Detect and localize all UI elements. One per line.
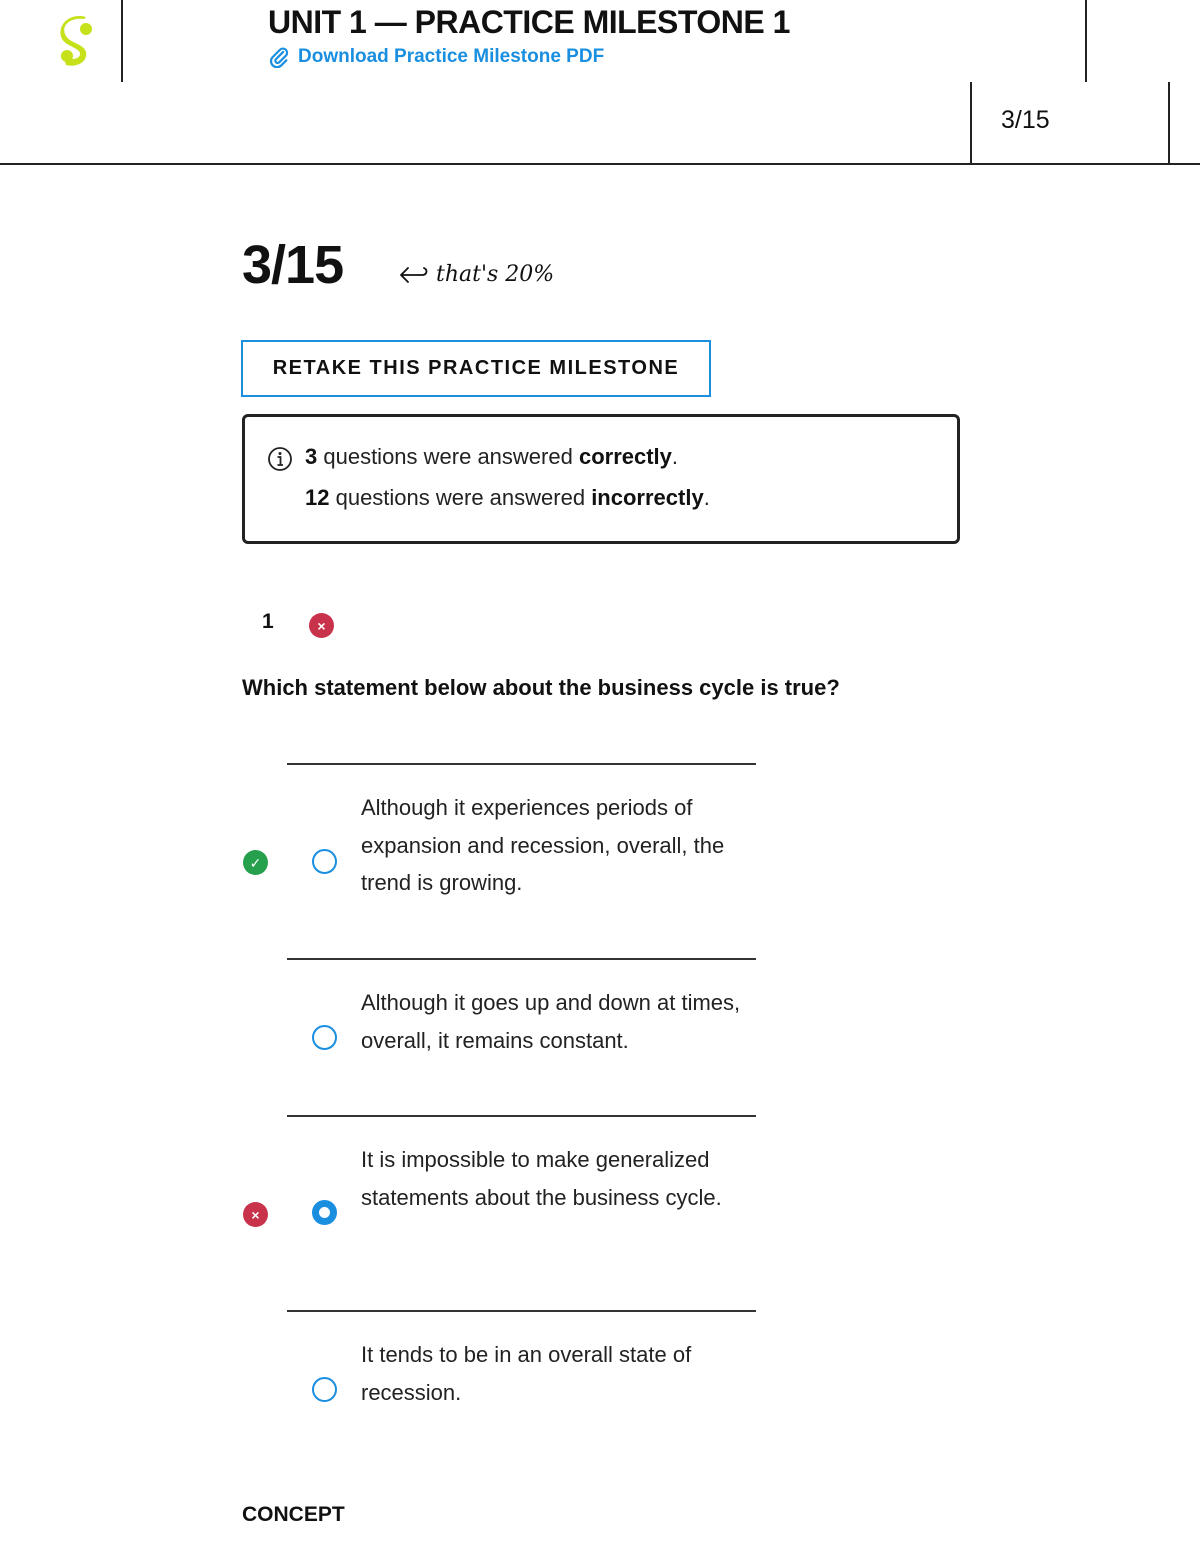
info-icon xyxy=(267,446,293,472)
option-radio[interactable] xyxy=(312,849,337,874)
page-title: UNIT 1 — PRACTICE MILESTONE 1 xyxy=(268,4,790,40)
incorrect-word: incorrectly xyxy=(591,485,704,510)
option-text: It is impossible to make generalized statements about the business cycle. xyxy=(361,1147,722,1210)
check-circle-icon: ✓ xyxy=(243,850,268,875)
correct-count: 3 xyxy=(305,444,318,469)
summary-period: . xyxy=(703,485,710,510)
score-display: 3/15 xyxy=(242,235,344,295)
paperclip-icon xyxy=(268,46,290,68)
option-radio[interactable] xyxy=(312,1377,337,1402)
download-pdf-label: Download Practice Milestone PDF xyxy=(298,46,605,67)
header-divider xyxy=(1168,82,1170,164)
option-text: It tends to be in an overall state of recession. xyxy=(361,1342,692,1405)
header-divider xyxy=(121,0,123,82)
summary-correct-line xyxy=(305,444,678,470)
results-summary-box xyxy=(242,414,960,544)
option-divider xyxy=(287,1115,756,1117)
question-number: 1 xyxy=(262,610,274,633)
header-bottom-border xyxy=(0,163,1200,165)
option-text: Although it goes up and down at times, overall, it remains constant. xyxy=(361,990,741,1053)
percent-note xyxy=(398,262,554,287)
summary-text: questions were answered xyxy=(317,444,579,469)
correct-word: correctly xyxy=(578,444,672,469)
option-radio-selected[interactable] xyxy=(312,1200,337,1225)
x-circle-icon: × xyxy=(243,1202,268,1227)
header-divider xyxy=(970,82,972,164)
option-text: Although it experiences periods of expansion and recession, overall, the trend is growing. xyxy=(361,795,725,895)
option-divider xyxy=(287,958,756,960)
question-text: Which statement below about the business cycle is true? xyxy=(242,675,840,700)
option-radio[interactable] xyxy=(312,1025,337,1050)
summary-incorrect-line xyxy=(305,485,710,511)
section-label: CONCEPT xyxy=(242,1503,345,1526)
x-circle-icon: × xyxy=(309,613,334,638)
download-pdf-link[interactable] xyxy=(268,46,604,68)
option-divider xyxy=(287,763,756,765)
incorrect-count: 12 xyxy=(305,485,330,510)
header-divider xyxy=(1085,0,1087,82)
option-divider xyxy=(287,1310,756,1312)
summary-period: . xyxy=(671,444,679,469)
header-score: 3/15 xyxy=(1001,106,1050,134)
percent-note-text: that's 20% xyxy=(436,262,555,287)
logo-icon[interactable] xyxy=(54,14,98,70)
retake-button[interactable]: RETAKE THIS PRACTICE MILESTONE xyxy=(241,340,711,397)
summary-text: questions were answered xyxy=(329,485,592,510)
curved-arrow-left-icon xyxy=(398,264,430,286)
